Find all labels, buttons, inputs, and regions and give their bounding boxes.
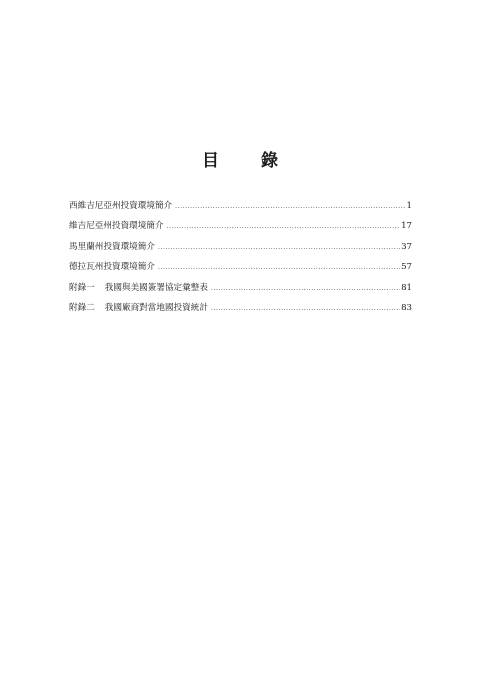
toc-entry[interactable] xyxy=(69,281,412,301)
toc-page-number: 83 xyxy=(401,302,412,313)
toc-entry-label: 維吉尼亞州投資環境簡介 xyxy=(69,221,164,232)
toc-page-number: 1 xyxy=(406,201,412,211)
toc-leader-dots xyxy=(211,305,400,312)
toc-page-number: 37 xyxy=(401,241,412,252)
toc-appendix-prefix: 附錄二 xyxy=(69,302,95,313)
toc-appendix-prefix: 附錄一 xyxy=(69,282,95,293)
toc-leader-dots xyxy=(175,203,405,210)
toc-entry-label: 我國與美國簽署協定彙整表 xyxy=(104,282,208,293)
toc-entry[interactable] xyxy=(69,240,412,260)
toc-entry-label: 我國廠商對當地國投資統計 xyxy=(104,302,208,313)
toc-entry[interactable] xyxy=(69,219,412,239)
toc-entry-label: 馬里蘭州投資環境簡介 xyxy=(69,241,155,252)
toc-page-number: 57 xyxy=(401,262,412,273)
toc-entry[interactable] xyxy=(69,260,412,280)
toc-entry[interactable] xyxy=(69,301,412,321)
toc-leader-dots xyxy=(167,223,401,230)
toc-title: 目 錄 xyxy=(202,151,296,171)
toc-leader-dots xyxy=(158,244,400,251)
toc-leader-dots xyxy=(158,264,400,271)
toc-leader-dots xyxy=(211,285,400,292)
toc-entry[interactable] xyxy=(69,199,412,219)
toc-entry-label: 西維吉尼亞州投資環境簡介 xyxy=(69,201,173,211)
toc-list xyxy=(69,199,412,321)
toc-entry-label: 德拉瓦州投資環境簡介 xyxy=(69,262,155,273)
toc-page-number: 17 xyxy=(401,221,412,232)
toc-page-number: 81 xyxy=(401,282,412,293)
